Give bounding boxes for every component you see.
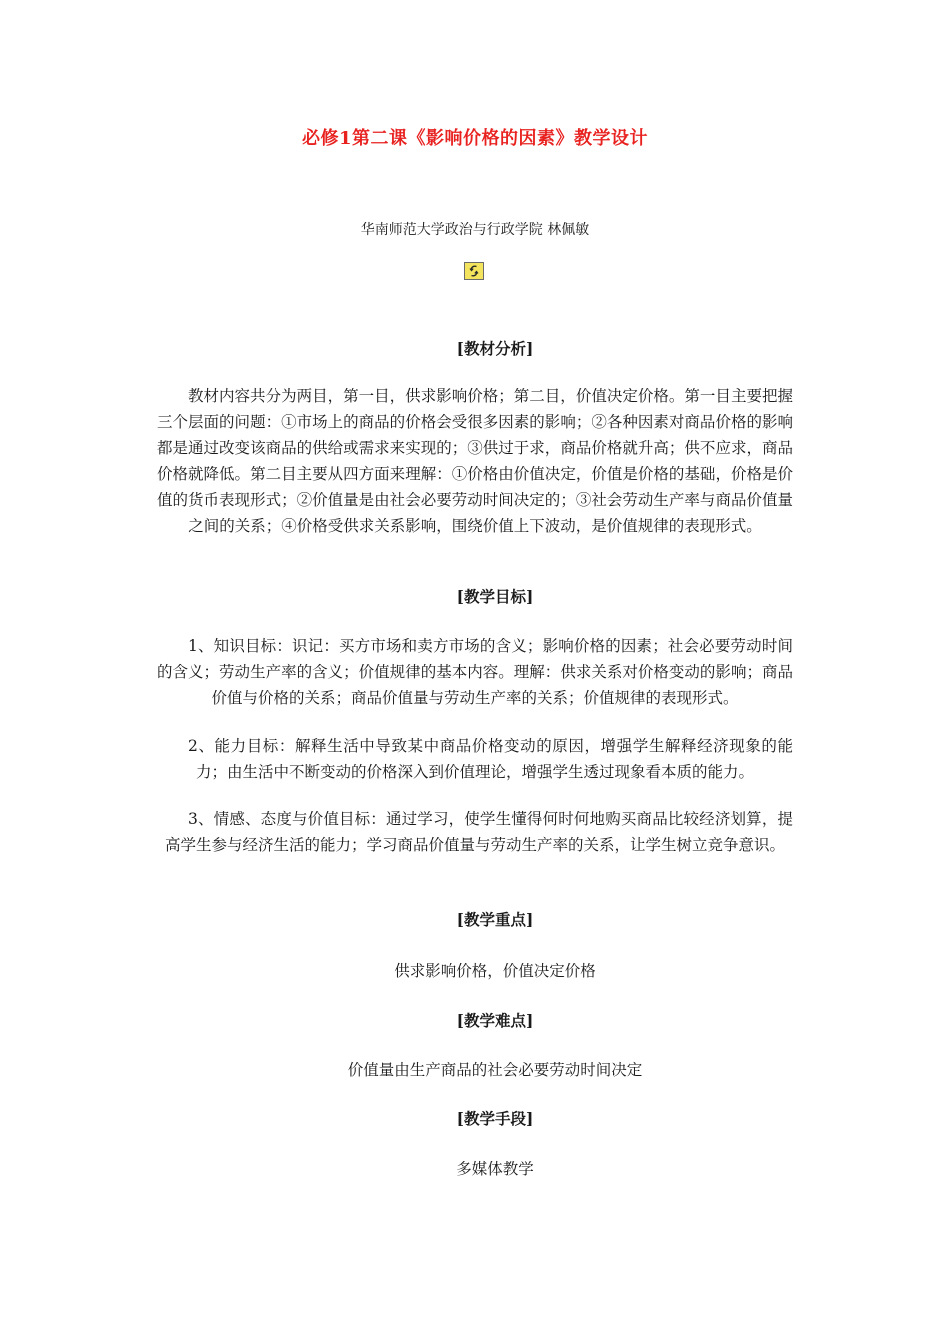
embedded-object-glyph xyxy=(467,264,481,278)
section-heading-methods: [教学手段] xyxy=(456,1109,534,1128)
difficulties-text: 价值量由生产商品的社会必要劳动时间决定 xyxy=(347,1061,643,1079)
key-points-text: 供求影响价格，价值决定价格 xyxy=(394,962,596,980)
ability-goal-paragraph: 2、能力目标：解释生活中导致某中商品价格变动的原因，增强学生解释经济现象的能力；由生活中不断变动的价格深入到价值理论，增强学生透过现象看本质的能力。 xyxy=(188,737,793,781)
analysis-paragraph: 教材内容共分为两目，第一目，供求影响价格；第二目，价值决定价格。第一目主要把握三个层面的问题：①市场上的商品的价格会受很多因素的影响；②各种因素对商品价格的影响都是通过改变该商品的供给或需求来实现的；③供过于求，商品价格就升高；供不应求，商品价格就降低。第二目主要从四方面来理解：①价格由价值决定，价值是价格的基础，价格是价值的货币表现形式；②价值量是由社会必要劳动时间决定的；③社会劳动生产率与商品价值量之间的关系；④价格受供求关系影响，围绕价值上下波动，是价值规律的表现形式。 xyxy=(157,387,793,535)
section-heading-analysis: [教材分析] xyxy=(456,339,534,358)
embedded-object-icon[interactable] xyxy=(464,262,484,280)
author-line: 华南师范大学政治与行政学院 林佩敏 xyxy=(360,222,590,238)
knowledge-goal-paragraph: 1、知识目标：识记：买方市场和卖方市场的含义；影响价格的因素；社会必要劳动时间的含义；劳动生产率的含义；价值规律的基本内容。理解：供求关系对价格变动的影响；商品价值与价格的关系；商品价值量与劳动生产率的关系；价值规律的表现形式。 xyxy=(157,637,793,707)
section-heading-key-points: [教学重点] xyxy=(456,910,534,929)
document-title: 必修1第二课《影响价格的因素》教学设计 xyxy=(301,128,649,149)
section-heading-goals: [教学目标] xyxy=(456,587,534,606)
section-heading-difficulties: [教学难点] xyxy=(456,1011,534,1030)
emotion-goal-paragraph: 3、情感、态度与价值目标：通过学习，使学生懂得何时何地购买商品比较经济划算，提高学生参与经济生活的能力；学习商品价值量与劳动生产率的关系，让学生树立竞争意识。 xyxy=(164,810,793,854)
methods-text: 多媒体教学 xyxy=(456,1160,534,1178)
